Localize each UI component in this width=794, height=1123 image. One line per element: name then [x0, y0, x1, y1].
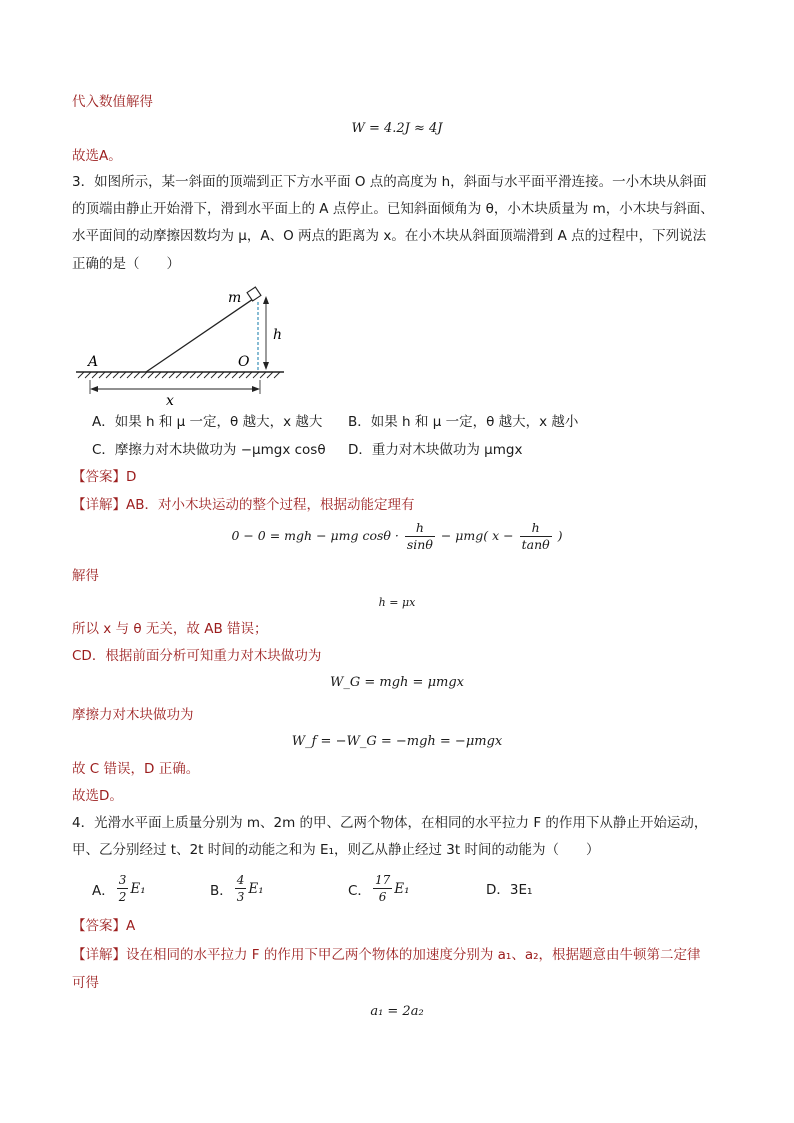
choose-d-text: 故选D。: [72, 788, 123, 804]
q4-stem-line1: 4．光滑水平面上质量分别为 m、2m 的甲、乙两个物体，在相同的水平拉力 F 的作用下从静止开始运动，: [72, 815, 708, 831]
equation-acceleration: a₁ = 2a₂: [370, 1004, 424, 1019]
q4-option-c: C． $\frac{17}{6}$ E₁: [348, 873, 410, 904]
q4-option-b: B． $\frac{4}{3}$ E₁: [210, 873, 264, 904]
q4-stem-line2: 甲、乙分别经过 t、2t 时间的动能之和为 E₁，则乙从静止经过 3t 时间的动能为（ ）: [72, 842, 600, 858]
equation-h-mu-x: h = μx: [378, 596, 416, 609]
q3-option-c: C．摩擦力对木块做功为 −μmgx cosθ: [92, 442, 326, 458]
label-a: A: [88, 354, 99, 370]
q3-option-b: B．如果 h 和 μ 一定，θ 越大，x 越小: [348, 414, 579, 430]
q3-stem-line1: 3．如图所示，某一斜面的顶端到正下方水平面 O 点的高度为 h，斜面与水平面平滑连接。一小木块从斜面: [72, 174, 707, 190]
friction-text: 摩擦力对木块做功为: [72, 707, 194, 723]
cd-head: CD．根据前面分析可知重力对木块做功为: [72, 648, 322, 664]
q3-option-d: D．重力对木块做功为 μmgx: [348, 442, 523, 458]
label-m: m: [228, 290, 242, 306]
ground-hatching: [78, 372, 280, 378]
q3-option-a: A．如果 h 和 μ 一定，θ 越大，x 越大: [92, 414, 323, 430]
conclusion-cd: 故 C 错误，D 正确。: [72, 761, 200, 777]
q3-stem-line4: 正确的是（ ）: [72, 256, 180, 272]
q4-detail-line2: 可得: [72, 975, 99, 991]
fraction-h-over-sin: $\frac{h}{\sin\theta}$: [406, 520, 433, 552]
q3-stem-line2: 的顶端由静止开始滑下，滑到水平面上的 A 点停止。已知斜面倾角为 θ，小木块质量为 m，小木块与斜面、: [72, 201, 714, 217]
q4-detail-line1: 【详解】设在相同的水平拉力 F 的作用下甲乙两个物体的加速度分别为 a₁、a₂，根据题意由牛顿第二定律: [72, 947, 701, 963]
equation-gravity-work: W_G = mgh = μmgx: [329, 675, 464, 690]
wood-block: [247, 287, 261, 301]
label-o: O: [238, 354, 250, 370]
q3-answer: 【答案】D: [72, 469, 137, 485]
equation-work: W = 4.2J ≈ 4J: [351, 121, 443, 136]
q4-option-d: D．3E₁: [486, 882, 533, 898]
label-h: h: [273, 327, 283, 343]
choose-a-text: 故选A。: [72, 148, 122, 164]
equation-energy-theorem: 0 − 0 = mgh − μmg cosθ · $\frac{h}{\sin\theta}$ − μmg( x − $\frac{h}{\tan\theta}$ ): [231, 520, 563, 552]
conclusion-ab: 所以 x 与 θ 无关，故 AB 错误；: [72, 621, 268, 637]
q3-stem-line3: 水平面间的动摩擦因数均为 μ，A、O 两点的距离为 x。在小木块从斜面顶端滑到 A 点的过程中，下列说法: [72, 228, 707, 244]
q4-option-a: A． $\frac{3}{2}$ E₁: [92, 873, 146, 904]
incline-diagram: [70, 284, 300, 406]
label-x: x: [166, 393, 174, 406]
fraction-h-over-tan: $\frac{h}{\tan\theta}$: [521, 520, 550, 552]
q3-detail-head: 【详解】AB．对小木块运动的整个过程，根据动能定理有: [72, 497, 415, 513]
solve-text: 解得: [72, 568, 99, 584]
q4-answer: 【答案】A: [72, 918, 136, 934]
intro-text: 代入数值解得: [72, 94, 153, 110]
equation-friction-work: W_f = −W_G = −mgh = −μmgx: [291, 734, 503, 749]
